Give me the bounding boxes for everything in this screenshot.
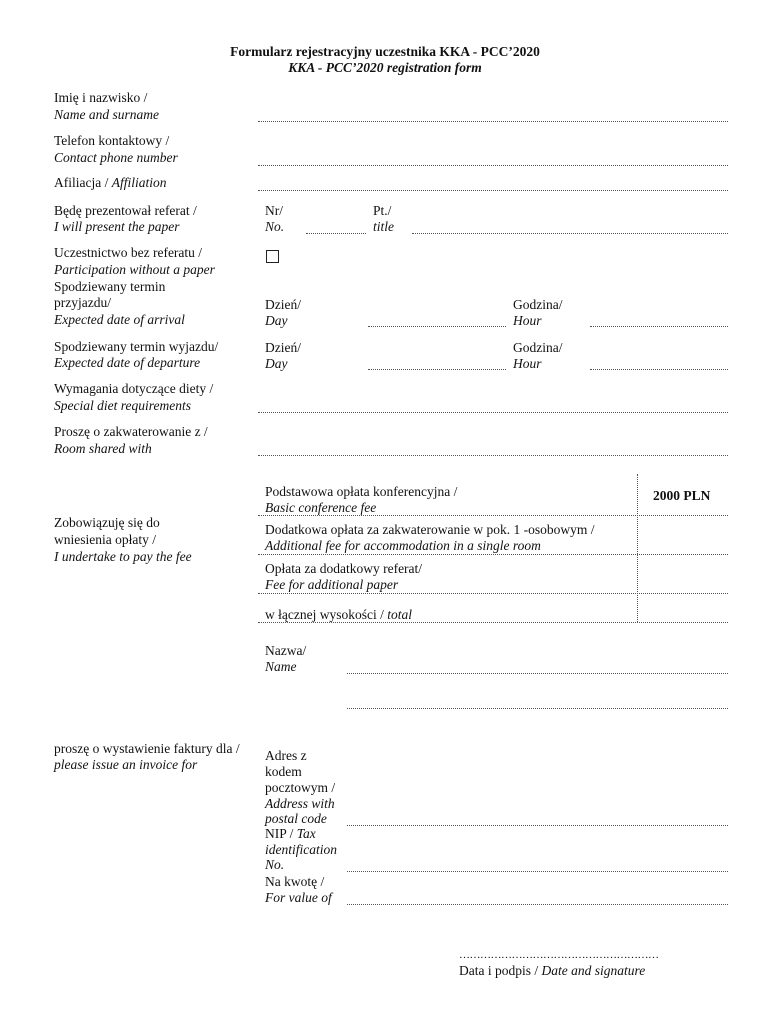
phone-label: Telefon kontaktowy / bbox=[54, 133, 170, 148]
invoice-nip-label bbox=[265, 826, 316, 842]
no-paper-label-en: Participation without a paper bbox=[54, 262, 215, 277]
departure-day-field[interactable] bbox=[368, 369, 506, 370]
fee-total-label-en: total bbox=[387, 607, 412, 622]
invoice-nip-label-en-3: No. bbox=[265, 857, 285, 872]
fee-row-additional-paper-en: Fee for additional paper bbox=[265, 577, 399, 592]
diet-label-en: Special diet requirements bbox=[54, 398, 191, 413]
diet-field[interactable] bbox=[258, 412, 728, 413]
fee-total-label-pl: w łącznej wysokości / bbox=[265, 607, 388, 622]
invoice-address-label-1: Adres z bbox=[265, 748, 307, 763]
paper-label: Będę prezentował referat / bbox=[54, 203, 197, 218]
form-title: Formularz rejestracyjny uczestnika KKA - PCC’2020 bbox=[230, 44, 540, 59]
invoice-address-field[interactable] bbox=[347, 825, 728, 826]
affiliation-label bbox=[54, 175, 167, 191]
fee-row-basic-pl: Podstawowa opłata konferencyjna / bbox=[265, 484, 458, 499]
fee-label-en: I undertake to pay the fee bbox=[54, 549, 192, 564]
invoice-name-field[interactable] bbox=[347, 673, 728, 674]
signature-label bbox=[459, 963, 645, 979]
invoice-address-label-en-1: Address with bbox=[265, 796, 335, 811]
invoice-nip-label-pl: NIP / bbox=[265, 826, 297, 841]
fee-row-additional-paper-pl: Opłata za dodatkowy referat/ bbox=[265, 561, 423, 576]
fee-total-field[interactable] bbox=[258, 622, 728, 623]
fee-row-single-room-en: Additional fee for accommodation in a single room bbox=[265, 538, 541, 553]
diet-label: Wymagania dotyczące diety / bbox=[54, 381, 214, 396]
invoice-value-label-en: For value of bbox=[265, 890, 332, 905]
invoice-nip-label-en: Tax bbox=[296, 826, 316, 841]
name-field[interactable] bbox=[258, 121, 728, 122]
arrival-day-label-en: Day bbox=[265, 313, 288, 328]
phone-label-en: Contact phone number bbox=[54, 150, 178, 165]
arrival-label-en: Expected date of arrival bbox=[54, 312, 185, 327]
departure-day-label: Dzień/ bbox=[265, 340, 301, 355]
arrival-label-2: przyjazdu/ bbox=[54, 295, 111, 310]
invoice-name-label: Nazwa/ bbox=[265, 643, 307, 658]
phone-field[interactable] bbox=[258, 165, 728, 166]
departure-label: Spodziewany termin wyjazdu/ bbox=[54, 339, 219, 354]
invoice-address-label-2: kodem bbox=[265, 764, 302, 779]
paper-title-field[interactable] bbox=[412, 233, 728, 234]
fee-row-basic-en: Basic conference fee bbox=[265, 500, 377, 515]
invoice-label: proszę o wystawienie faktury dla / bbox=[54, 741, 240, 756]
arrival-day-field[interactable] bbox=[368, 326, 506, 327]
departure-hour-label-en: Hour bbox=[513, 356, 542, 371]
invoice-address-label-en-2: postal code bbox=[265, 811, 327, 826]
room-field[interactable] bbox=[258, 455, 728, 456]
invoice-address-label-3: pocztowym / bbox=[265, 780, 336, 795]
arrival-hour-label: Godzina/ bbox=[513, 297, 563, 312]
paper-title-label-en: title bbox=[373, 219, 394, 234]
name-label: Imię i nazwisko / bbox=[54, 90, 148, 105]
arrival-hour-field[interactable] bbox=[590, 326, 728, 327]
fee-label-2: wniesienia opłaty / bbox=[54, 532, 156, 547]
fee-basic-amount: 2000 PLN bbox=[653, 488, 711, 503]
fee-column-divider bbox=[637, 474, 638, 622]
arrival-hour-label-en: Hour bbox=[513, 313, 542, 328]
departure-hour-field[interactable] bbox=[590, 369, 728, 370]
affiliation-label-pl: Afiliacja / bbox=[54, 175, 112, 190]
invoice-value-label: Na kwotę / bbox=[265, 874, 325, 889]
fee-label-1: Zobowiązuję się do bbox=[54, 515, 160, 530]
no-paper-label: Uczestnictwo bez referatu / bbox=[54, 245, 203, 260]
affiliation-label-en: Affiliation bbox=[111, 175, 167, 190]
signature-label-en: Date and signature bbox=[541, 963, 646, 978]
signature-field[interactable]: ………………………………………………… bbox=[459, 949, 659, 961]
fee-row-single-room-pl: Dodatkowa opłata za zakwaterowanie w pok. 1 -osobowym / bbox=[265, 522, 595, 537]
affiliation-field[interactable] bbox=[258, 190, 728, 191]
fee-row-divider bbox=[258, 515, 728, 516]
paper-number-field[interactable] bbox=[306, 233, 366, 234]
arrival-label-1: Spodziewany termin bbox=[54, 279, 166, 294]
paper-nr-label-en: No. bbox=[265, 219, 285, 234]
departure-day-label-en: Day bbox=[265, 356, 288, 371]
fee-row-divider bbox=[258, 554, 728, 555]
room-label: Proszę o zakwaterowanie z / bbox=[54, 424, 208, 439]
arrival-day-label: Dzień/ bbox=[265, 297, 301, 312]
invoice-nip-label-en-2: identification bbox=[265, 842, 337, 857]
invoice-name-field-2[interactable] bbox=[347, 708, 728, 709]
form-subtitle: KKA - PCC’2020 registration form bbox=[288, 60, 482, 75]
fee-row-divider bbox=[258, 593, 728, 594]
signature-label-pl: Data i podpis / bbox=[459, 963, 542, 978]
fee-total-label bbox=[265, 607, 412, 623]
invoice-label-en: please issue an invoice for bbox=[54, 757, 198, 772]
room-label-en: Room shared with bbox=[54, 441, 152, 456]
name-label-en: Name and surname bbox=[54, 107, 159, 122]
paper-label-en: I will present the paper bbox=[54, 219, 180, 234]
no-paper-checkbox[interactable] bbox=[266, 250, 279, 263]
invoice-value-field[interactable] bbox=[347, 904, 728, 905]
paper-title-label: Pt./ bbox=[373, 203, 392, 218]
invoice-name-label-en: Name bbox=[265, 659, 297, 674]
departure-hour-label: Godzina/ bbox=[513, 340, 563, 355]
paper-nr-label: Nr/ bbox=[265, 203, 283, 218]
invoice-nip-field[interactable] bbox=[347, 871, 728, 872]
departure-label-en: Expected date of departure bbox=[54, 355, 201, 370]
